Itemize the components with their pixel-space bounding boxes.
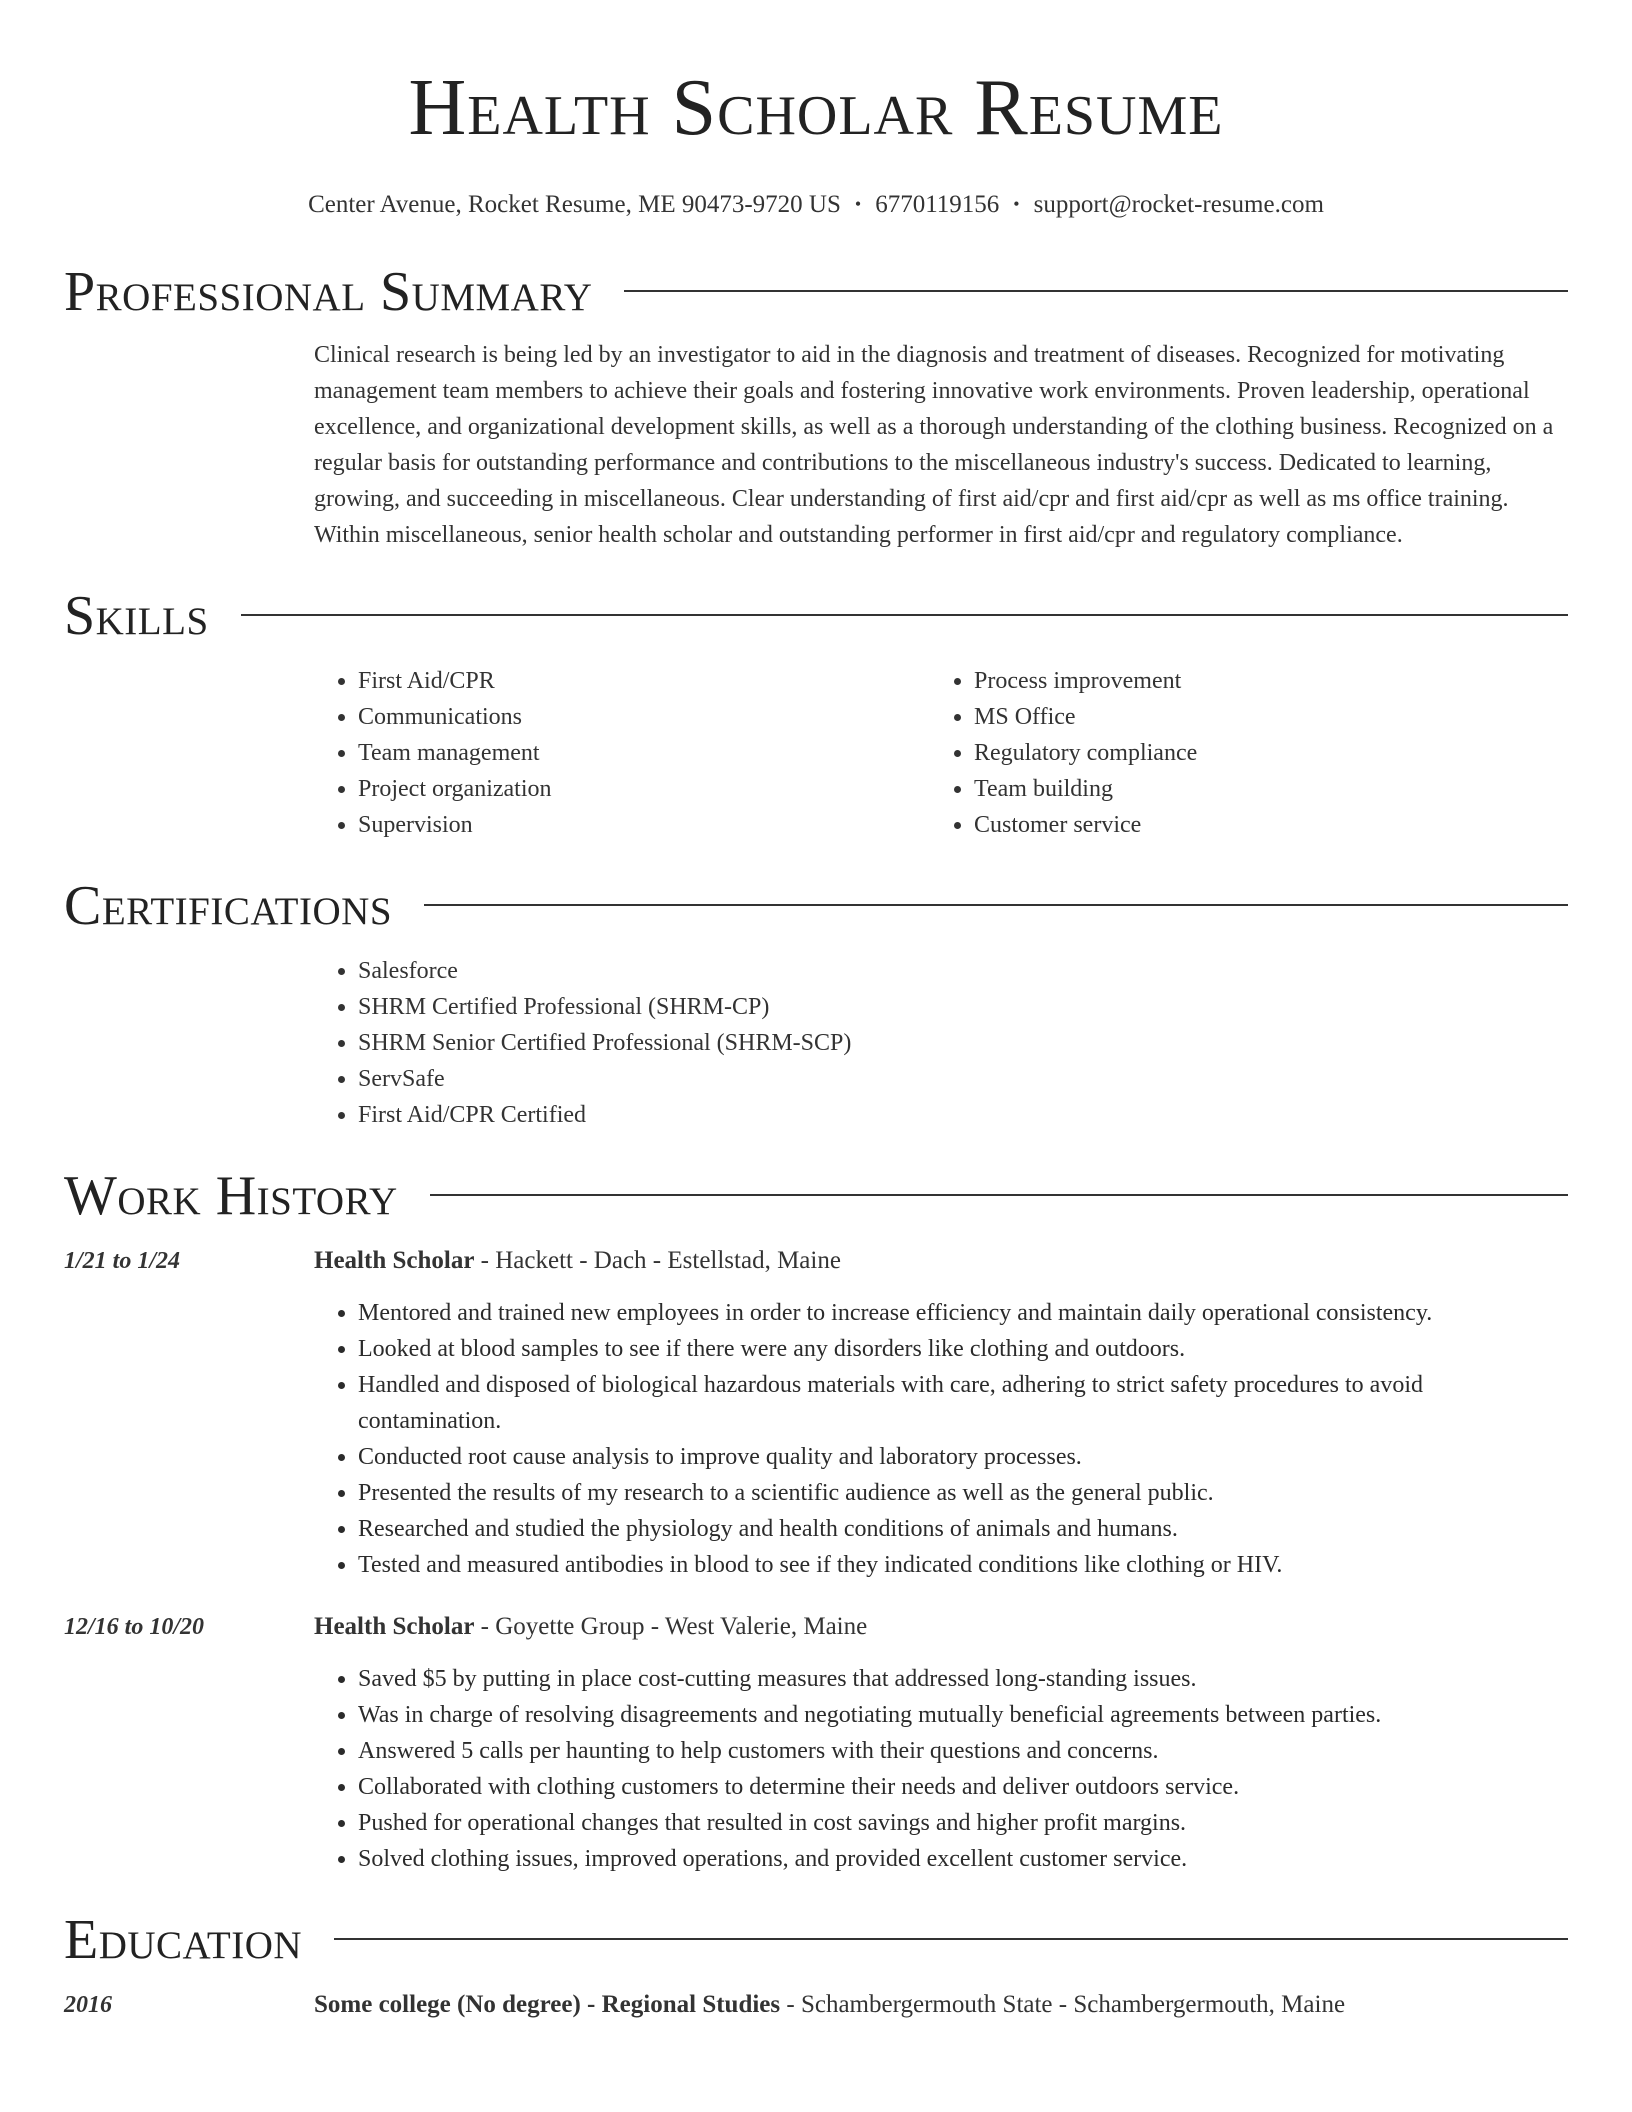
job-dates: 1/21 to 1/24 bbox=[64, 1248, 181, 1274]
job-main bbox=[314, 1243, 1568, 1583]
skill-item: • Regulatory compliance bbox=[974, 735, 1546, 771]
section-title-certifications: Certifications bbox=[64, 875, 393, 937]
skills-body bbox=[314, 663, 1568, 843]
certification-item: • First Aid/CPR Certified bbox=[358, 1097, 1568, 1133]
section-header bbox=[64, 871, 1568, 941]
certifications-section bbox=[64, 871, 1568, 1133]
job-bullet-list bbox=[314, 1295, 1568, 1583]
skills-list-left bbox=[314, 663, 930, 843]
resume-header bbox=[64, 62, 1568, 221]
job-entry bbox=[64, 1609, 1568, 1877]
certification-item: • SHRM Certified Professional (SHRM-CP) bbox=[358, 989, 1568, 1025]
work-history-section bbox=[64, 1161, 1568, 1877]
job-bullet: • Conducted root cause analysis to improve quality and laboratory processes. bbox=[358, 1439, 1568, 1475]
skill-item: • Team management bbox=[358, 735, 930, 771]
resume-name: Health Scholar Resume bbox=[408, 64, 1224, 152]
job-main bbox=[314, 1609, 1568, 1877]
skills-list-right bbox=[930, 663, 1546, 843]
section-title-work-history: Work History bbox=[64, 1165, 398, 1227]
skill-item: • Communications bbox=[358, 699, 930, 735]
section-title-education: Education bbox=[64, 1909, 303, 1971]
bullet-separator: • bbox=[1013, 194, 1020, 214]
education-main bbox=[314, 1987, 1568, 2023]
job-title-line bbox=[314, 1609, 1568, 1645]
education-entry bbox=[64, 1987, 1568, 2023]
education-year: 2016 bbox=[64, 1992, 112, 2018]
skills-section bbox=[64, 581, 1568, 843]
section-title-skills: Skills bbox=[64, 585, 209, 647]
job-position: Health Scholar bbox=[314, 1247, 475, 1274]
job-bullets bbox=[314, 1295, 1568, 1583]
skill-item: • Customer service bbox=[974, 807, 1546, 843]
section-divider bbox=[430, 1194, 1568, 1196]
job-bullet: • Tested and measured antibodies in blood to see if they indicated conditions like clothing or HIV. bbox=[358, 1547, 1568, 1583]
job-bullet: • Mentored and trained new employees in order to increase efficiency and maintain daily operational consistency. bbox=[358, 1295, 1568, 1331]
job-bullet: • Was in charge of resolving disagreements and negotiating mutually beneficial agreements between parties. bbox=[358, 1697, 1568, 1733]
job-bullet-list bbox=[314, 1661, 1568, 1877]
contact-phone: 6770119156 bbox=[875, 191, 1000, 218]
certifications-list bbox=[314, 953, 1568, 1133]
job-entry bbox=[64, 1243, 1568, 1583]
certification-item: • ServSafe bbox=[358, 1061, 1568, 1097]
job-bullets bbox=[314, 1661, 1568, 1877]
section-divider bbox=[334, 1938, 1568, 1940]
section-header bbox=[64, 257, 1568, 327]
job-bullet: • Looked at blood samples to see if there were any disorders like clothing and outdoors. bbox=[358, 1331, 1568, 1367]
job-bullet: • Handled and disposed of biological hazardous materials with care, adhering to strict safety procedures to avoid contamination. bbox=[358, 1367, 1568, 1439]
job-title-line bbox=[314, 1243, 1568, 1279]
job-details: - Hackett - Dach - Estellstad, Maine bbox=[474, 1247, 841, 1274]
skill-item: • Process improvement bbox=[974, 663, 1546, 699]
skill-item: • MS Office bbox=[974, 699, 1546, 735]
certification-item: • SHRM Senior Certified Professional (SHRM-SCP) bbox=[358, 1025, 1568, 1061]
summary-section bbox=[64, 257, 1568, 553]
skills-column-left bbox=[314, 663, 930, 843]
contact-email: support@rocket-resume.com bbox=[1033, 191, 1324, 218]
job-bullet: • Solved clothing issues, improved operations, and provided excellent customer service. bbox=[358, 1841, 1568, 1877]
skills-grid bbox=[314, 663, 1568, 843]
skill-item: • Supervision bbox=[358, 807, 930, 843]
job-dates: 12/16 to 10/20 bbox=[64, 1614, 205, 1640]
job-bullet: • Saved $5 by putting in place cost-cutting measures that addressed long-standing issues. bbox=[358, 1661, 1568, 1697]
summary-body bbox=[314, 337, 1568, 553]
certification-item: • Salesforce bbox=[358, 953, 1568, 989]
job-bullet: • Researched and studied the physiology and health conditions of animals and humans. bbox=[358, 1511, 1568, 1547]
section-divider bbox=[241, 614, 1568, 616]
section-divider bbox=[624, 290, 1568, 292]
education-details: - Schambergermouth State - Schambergermouth, Maine bbox=[780, 1991, 1346, 2018]
skills-column-right bbox=[930, 663, 1546, 843]
section-header bbox=[64, 1905, 1568, 1975]
job-bullet: • Collaborated with clothing customers to determine their needs and deliver outdoors service. bbox=[358, 1769, 1568, 1805]
skill-item: • Team building bbox=[974, 771, 1546, 807]
job-bullet: • Answered 5 calls per haunting to help customers with their questions and concerns. bbox=[358, 1733, 1568, 1769]
job-details: - Goyette Group - West Valerie, Maine bbox=[474, 1613, 868, 1640]
contact-address: Center Avenue, Rocket Resume, ME 90473-9720 US bbox=[308, 191, 841, 218]
education-line bbox=[314, 1987, 1568, 2023]
contact-line bbox=[64, 188, 1568, 221]
job-bullet: • Pushed for operational changes that resulted in cost savings and higher profit margins. bbox=[358, 1805, 1568, 1841]
education-degree: Some college (No degree) - Regional Studies bbox=[314, 1991, 781, 2018]
section-title-summary: Professional Summary bbox=[64, 261, 593, 323]
certifications-body bbox=[314, 953, 1568, 1133]
section-header bbox=[64, 581, 1568, 651]
job-position: Health Scholar bbox=[314, 1613, 475, 1640]
section-divider bbox=[424, 904, 1568, 906]
summary-text: Clinical research is being led by an investigator to aid in the diagnosis and treatment of diseases. Recognized for motivating management team members to achieve their goals and fostering innovative work environments. Proven leadership, operational excellence, and organizational development skills, as well as a thorough understanding of the clothing business. Recognized on a regular basis for outstanding performance and contributions to the miscellaneous industry's success. Dedicated to learning, growing, and succeeding in miscellaneous. Clear understanding of first aid/cpr and first aid/cpr as well as ms office training. Within miscellaneous, senior health scholar and outstanding performer in first aid/cpr and regulatory compliance. bbox=[314, 342, 1554, 548]
education-section bbox=[64, 1905, 1568, 2023]
skill-item: • First Aid/CPR bbox=[358, 663, 930, 699]
job-bullet: • Presented the results of my research to a scientific audience as well as the general public. bbox=[358, 1475, 1568, 1511]
skill-item: • Project organization bbox=[358, 771, 930, 807]
bullet-separator: • bbox=[854, 194, 862, 214]
section-header bbox=[64, 1161, 1568, 1231]
